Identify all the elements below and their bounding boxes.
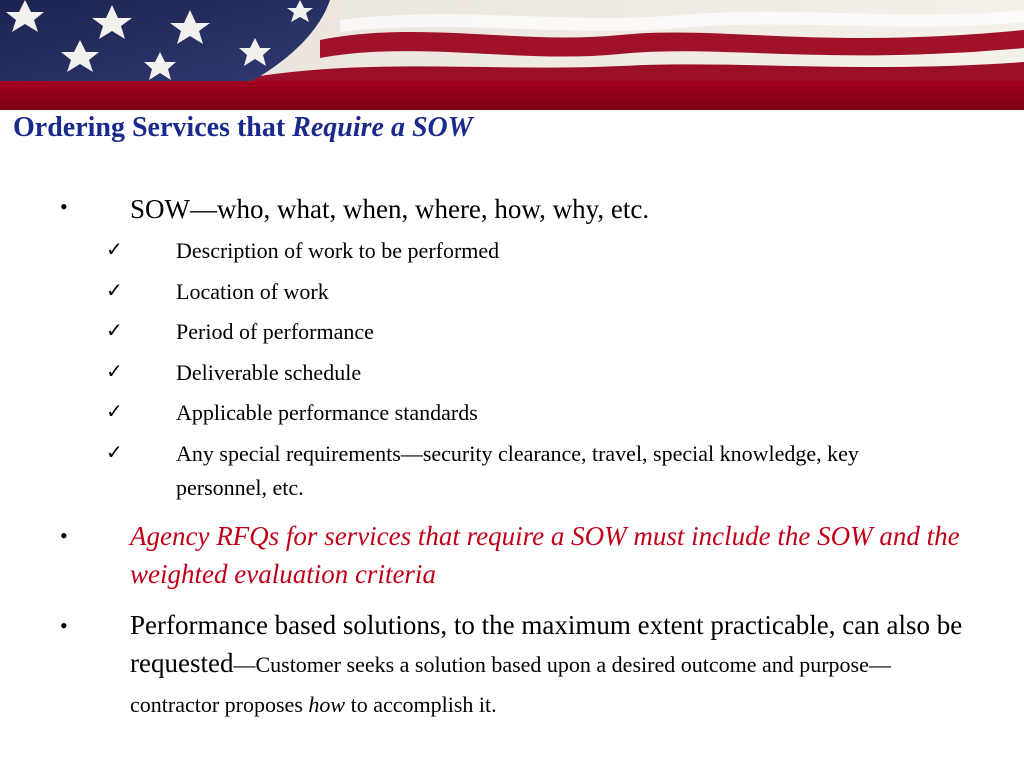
checkmark-icon: ✓ bbox=[106, 318, 123, 342]
bullet-sow: SOW—who, what, when, where, how, why, etc. bbox=[130, 194, 650, 224]
checkmark-icon: ✓ bbox=[106, 359, 123, 383]
bullet-performance-based bbox=[130, 606, 970, 724]
performance-text-large: Performance based solutions, to the maximum extent practicable, can also be requested bbox=[130, 610, 963, 678]
performance-text-end: to accomplish it. bbox=[345, 692, 497, 717]
checkmark-icon: ✓ bbox=[106, 440, 123, 464]
subitem-special-requirements: Any special requirements—security clearance, travel, special knowledge, key personnel, etc. bbox=[176, 441, 859, 500]
checkmark-icon: ✓ bbox=[106, 278, 123, 302]
subitem-location: Location of work bbox=[176, 279, 329, 304]
bullet-marker: • bbox=[60, 194, 68, 219]
title-italic: Require a SOW bbox=[292, 112, 473, 143]
subitem-standards: Applicable performance standards bbox=[176, 400, 478, 425]
subitem-description: Description of work to be performed bbox=[176, 238, 500, 263]
bullet-marker: • bbox=[60, 613, 68, 638]
checkmark-icon: ✓ bbox=[106, 399, 123, 423]
performance-text-italic: how bbox=[308, 692, 346, 717]
subitem-period: Period of performance bbox=[176, 319, 374, 344]
bullet-marker: • bbox=[60, 523, 68, 548]
subitem-deliverable: Deliverable schedule bbox=[176, 360, 362, 385]
performance-text-small: —Customer seeks a solution based upon a desired outcome and purpose—contractor proposes bbox=[130, 652, 891, 717]
bullet-agency-rfqs: Agency RFQs for services that require a SOW must include the SOW and the weighted evaluation criteria bbox=[130, 521, 960, 589]
checkmark-icon: ✓ bbox=[106, 237, 123, 261]
title-main: Ordering Services that bbox=[13, 112, 286, 143]
